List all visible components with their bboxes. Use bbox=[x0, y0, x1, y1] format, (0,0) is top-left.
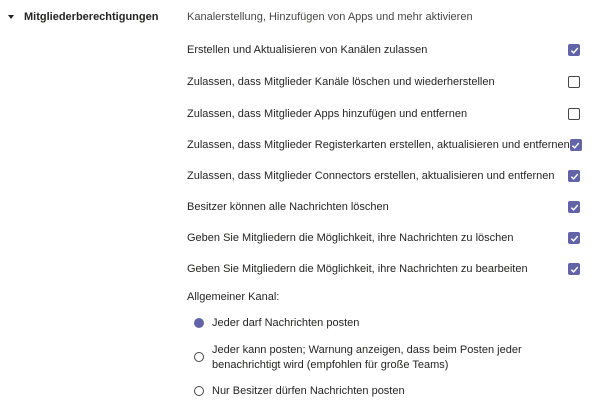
section-toggle-member-permissions[interactable] bbox=[8, 11, 158, 23]
radio-button[interactable] bbox=[194, 318, 204, 328]
permission-checkbox[interactable] bbox=[568, 263, 580, 275]
permission-label: Zulassen, dass Mitglieder Connectors erstellen, aktualisieren und entfernen bbox=[187, 170, 555, 182]
permission-checkbox[interactable] bbox=[568, 170, 580, 182]
radio-label: Nur Besitzer dürfen Nachrichten posten bbox=[212, 385, 405, 397]
permission-row bbox=[187, 42, 580, 58]
permission-label: Geben Sie Mitgliedern die Möglichkeit, ihre Nachrichten zu löschen bbox=[187, 232, 514, 244]
permission-row bbox=[187, 168, 580, 184]
general-channel-label: Allgemeiner Kanal: bbox=[187, 291, 280, 303]
permission-label: Zulassen, dass Mitglieder Registerkarten erstellen, aktualisieren und entfernen bbox=[187, 139, 570, 151]
permission-label: Geben Sie Mitgliedern die Möglichkeit, ihre Nachrichten zu bearbeiten bbox=[187, 263, 528, 275]
permission-row bbox=[187, 137, 580, 153]
general-channel-option[interactable] bbox=[194, 316, 588, 331]
radio-label: Jeder darf Nachrichten posten bbox=[212, 317, 360, 329]
permission-checkbox[interactable] bbox=[568, 44, 580, 56]
caret-down-icon bbox=[8, 15, 14, 19]
general-channel-option[interactable] bbox=[194, 384, 588, 399]
permission-row bbox=[187, 230, 580, 246]
general-channel-option[interactable] bbox=[194, 343, 588, 373]
permission-checkbox[interactable] bbox=[568, 232, 580, 244]
permission-row bbox=[187, 261, 580, 277]
permission-label: Zulassen, dass Mitglieder Apps hinzufügen und entfernen bbox=[187, 108, 468, 120]
permission-checkbox[interactable] bbox=[568, 108, 580, 120]
permission-row bbox=[187, 106, 580, 122]
permission-label: Erstellen und Aktualisieren von Kanälen zulassen bbox=[187, 44, 428, 56]
permission-checkbox[interactable] bbox=[568, 201, 580, 213]
radio-button[interactable] bbox=[194, 386, 204, 396]
permission-checkbox[interactable] bbox=[570, 139, 582, 151]
permission-row bbox=[187, 199, 580, 215]
radio-button[interactable] bbox=[194, 352, 204, 362]
radio-label: Jeder kann posten; Warnung anzeigen, dass beim Posten jeder benachrichtigt wird (empfohlen für große Teams) bbox=[212, 344, 522, 371]
permission-row bbox=[187, 74, 580, 90]
permission-label: Zulassen, dass Mitglieder Kanäle löschen und wiederherstellen bbox=[187, 76, 495, 88]
permission-label: Besitzer können alle Nachrichten löschen bbox=[187, 201, 389, 213]
permission-checkbox[interactable] bbox=[568, 76, 580, 88]
section-description: Kanalerstellung, Hinzufügen von Apps und mehr aktivieren bbox=[187, 11, 473, 23]
section-title: Mitgliederberechtigungen bbox=[24, 11, 159, 23]
